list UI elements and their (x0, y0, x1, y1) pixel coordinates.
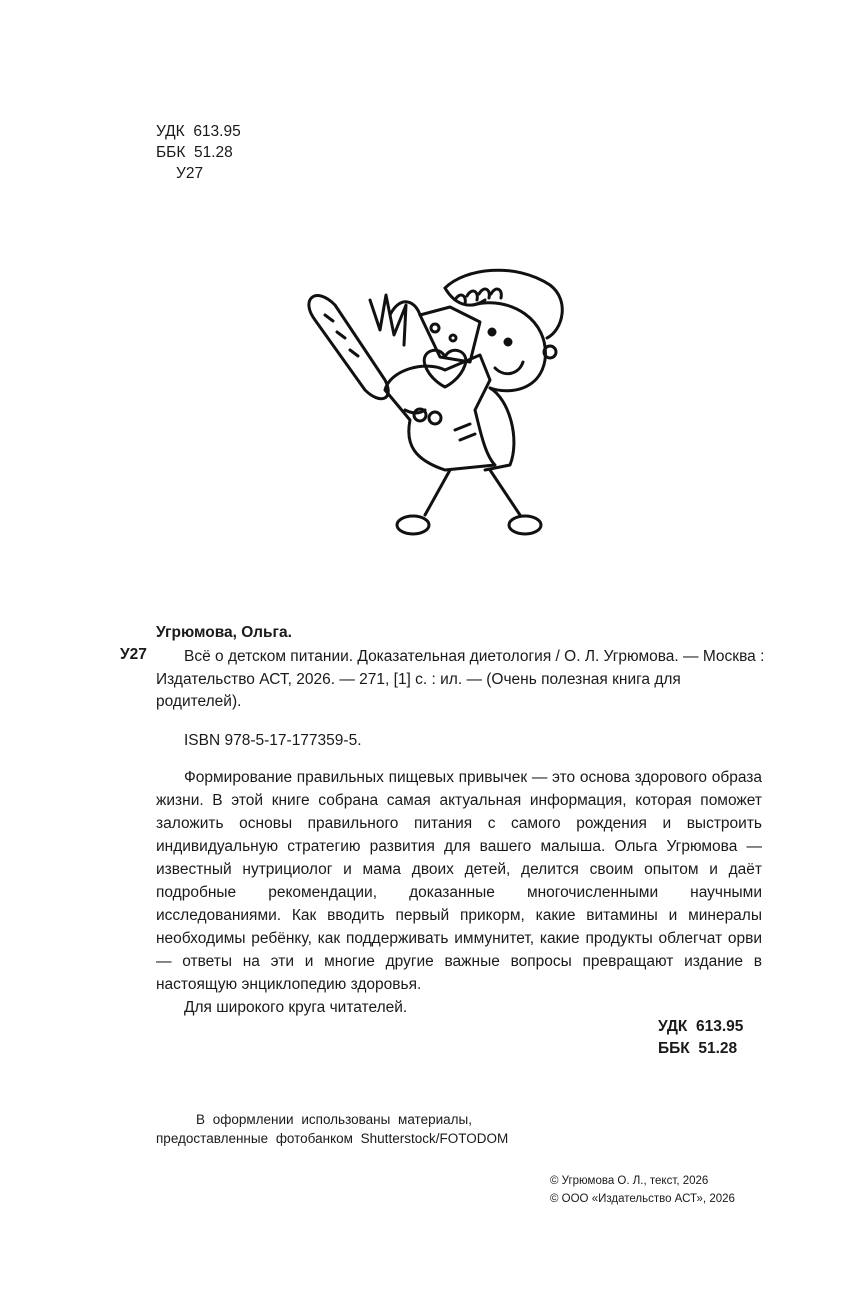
annotation-block (156, 766, 762, 1019)
copyright-author: © Угрюмова О. Л., текст, 2026 (550, 1175, 709, 1187)
udk-value: 613.95 (193, 123, 241, 140)
udk-label: УДК (156, 123, 185, 140)
author-name: Угрюмова, Ольга. (156, 624, 292, 641)
annotation-text: Формирование правильных пищевых привычек — это основа здорового образа жизни. В этой книге собрана самая актуальная информация, которая поможет заложить основы правильного питания с самого рождения и выстроить индивидуальную стратегию развития для вашего малыша. Ольга Угрюмова — известный нутрициолог и мама двоих детей, делится своим опытом и даёт подробные рекомендации, доказанные многочисленными научными исследованиями. Как вводить первый прикорм, какие витамины и минералы необходимы ребёнку, как поддерживать иммунитет, какие продукты облегчат орви — ответы на эти и многие другие важные вопросы превращают издание в настоящую энциклопедию здоровья. (156, 769, 762, 993)
bibliographic-description (156, 646, 766, 714)
credits-line-2: предоставленные фотобанком Shutterstock/FOTODOM (156, 1131, 509, 1146)
copyright-publisher: © ООО «Издательство АСТ», 2026 (550, 1193, 735, 1205)
copyright-block (550, 1172, 735, 1208)
child-carrying-grocery-bag-icon (295, 260, 575, 550)
top-bbk-line (156, 142, 241, 163)
annotation-audience: Для широкого круга читателей. (184, 999, 408, 1016)
isbn: ISBN 978-5-17-177359-5. (184, 732, 362, 749)
top-author-mark: У27 (176, 165, 204, 182)
top-udk-line (156, 121, 241, 142)
bottom-udk: УДК 613.95 (658, 1018, 744, 1035)
bottom-bbk: ББК 51.28 (658, 1040, 738, 1057)
bottom-classification-block (658, 1016, 743, 1060)
top-classification-block (156, 121, 241, 184)
image-credits (156, 1110, 508, 1148)
credits-line-1: В оформлении использованы материалы, (196, 1112, 472, 1127)
author-index-code: У27 (120, 646, 147, 663)
description-text: Всё о детском питании. Доказательная диетология / О. Л. Угрюмова. — Москва : Издательство АСТ, 2026. — 271, [1] с. : ил. — (Очень полезная книга для родителей). (156, 648, 765, 710)
bbk-label: ББК (156, 144, 186, 161)
bbk-value: 51.28 (194, 144, 233, 161)
